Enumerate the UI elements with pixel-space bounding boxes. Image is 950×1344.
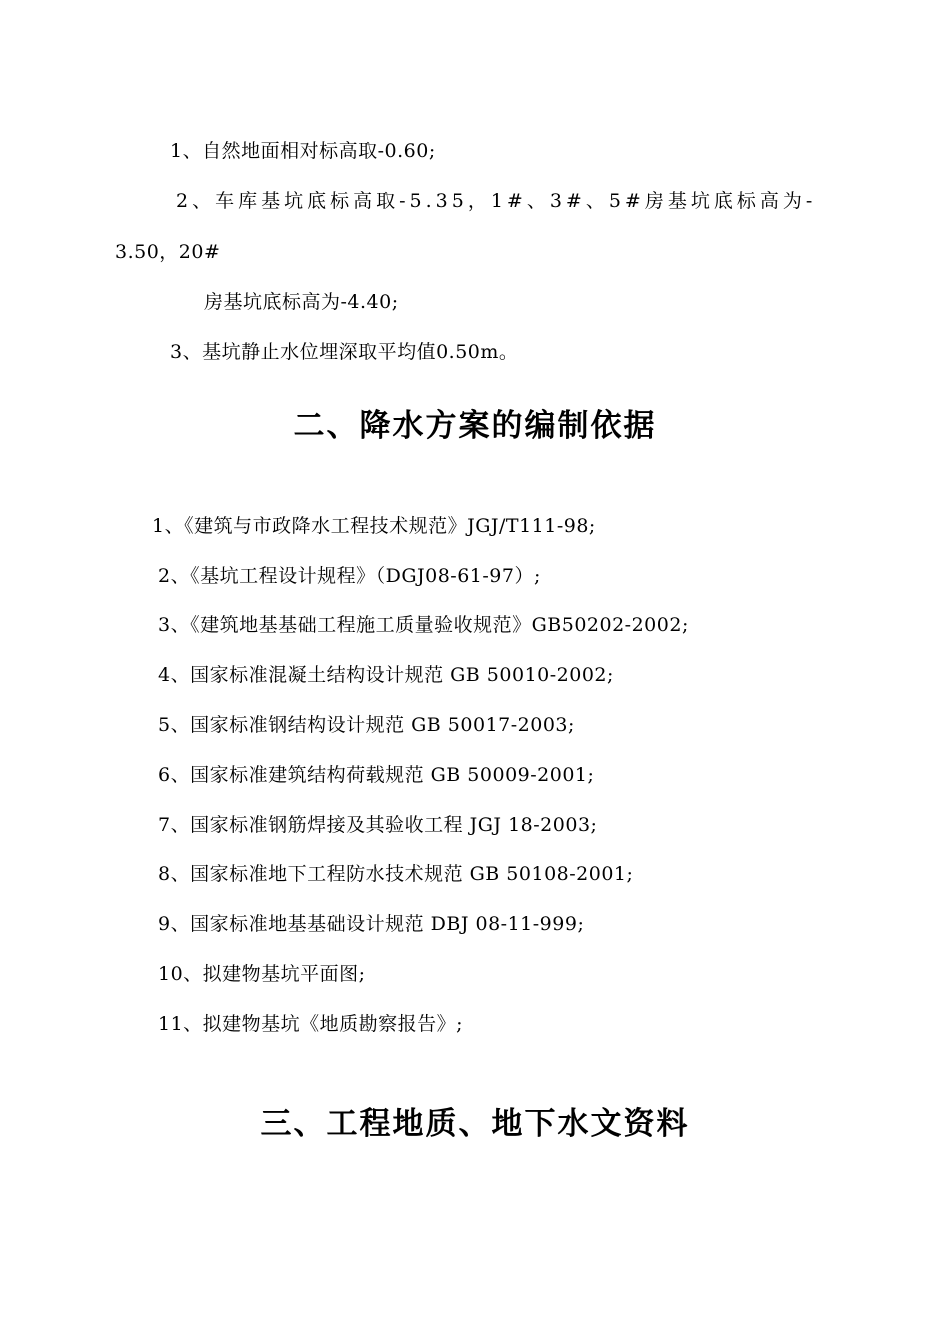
section-3-heading: 三、工程地质、地下水文资料: [260, 1106, 690, 1142]
basis-item-8: 8、国家标准地下工程防水技术规范 GB 50108-2001;: [158, 863, 634, 885]
section-2-heading: 二、降水方案的编制依据: [293, 408, 657, 444]
basis-item-4: 4、国家标准混凝土结构设计规范 GB 50010-2002;: [158, 664, 614, 686]
basis-item-5: 5、国家标准钢结构设计规范 GB 50017-2003;: [158, 714, 575, 736]
basis-item-10: 10、拟建物基坑平面图;: [158, 963, 366, 985]
basis-item-2: 2、《基坑工程设计规程》（DGJ08-61-97）;: [158, 565, 541, 587]
basis-item-1: 1、《建筑与市政降水工程技术规范》JGJ/T111-98;: [152, 515, 596, 537]
intro-item-2: 2、车库基坑底标高取-5.35，1#、3#、5#房基坑底标高为-: [176, 190, 817, 212]
basis-item-7: 7、国家标准钢筋焊接及其验收工程 JGJ 18-2003;: [158, 814, 598, 836]
intro-item-2-continued: 3.50，20#: [115, 241, 221, 263]
basis-item-11: 11、拟建物基坑《地质勘察报告》;: [158, 1013, 464, 1035]
intro-item-2-continued-2: 房基坑底标高为-4.40;: [204, 291, 399, 313]
intro-item-1: 1、自然地面相对标高取-0.60;: [170, 140, 436, 162]
basis-item-3: 3、《建筑地基基础工程施工质量验收规范》GB50202-2002;: [158, 614, 689, 636]
intro-item-3: 3、基坑静止水位埋深取平均值0.50m。: [170, 341, 519, 363]
basis-item-9: 9、国家标准地基基础设计规范 DBJ 08-11-999;: [158, 913, 585, 935]
basis-item-6: 6、国家标准建筑结构荷载规范 GB 50009-2001;: [158, 764, 595, 786]
